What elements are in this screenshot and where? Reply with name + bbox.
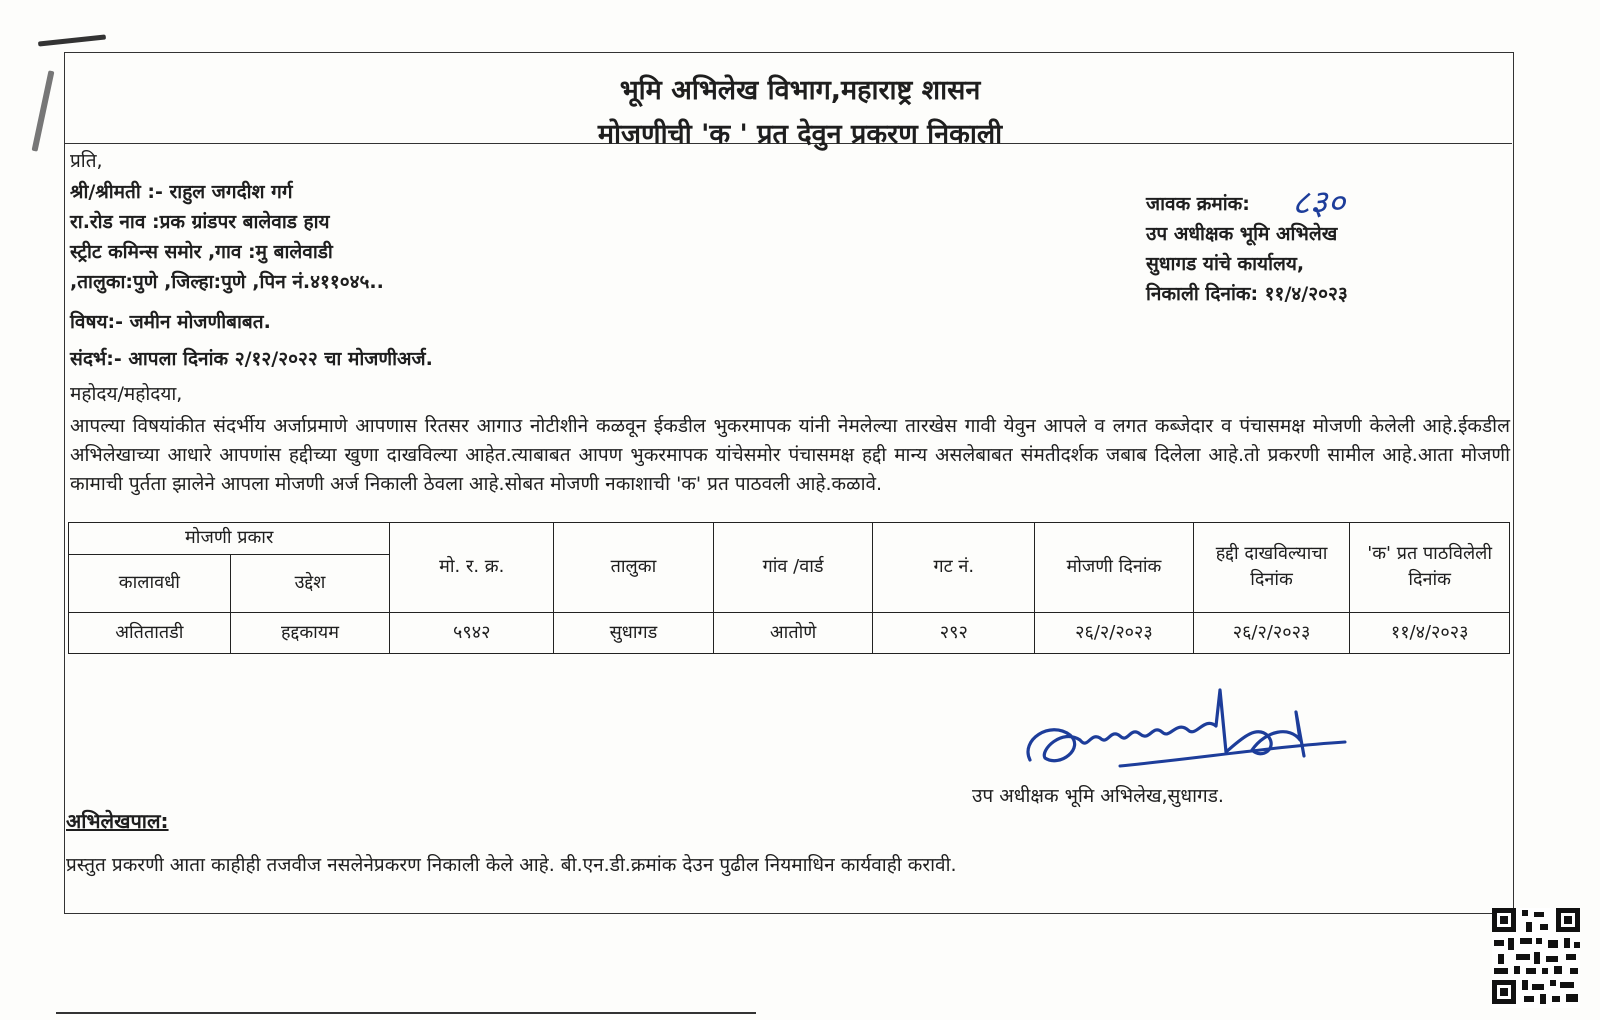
signature xyxy=(1000,680,1360,790)
office-line-1: उप अधीक्षक भूमि अभिलेख xyxy=(1146,223,1338,245)
table-group-header: मोजणी प्रकार xyxy=(69,523,390,555)
recipient-address-3: ,तालुका:पुणे ,जिल्हा:पुणे ,पिन नं.४११०४५.. xyxy=(70,271,384,293)
table-header: मोजणी दिनांक xyxy=(1035,523,1194,613)
recipient-to: प्रति, xyxy=(70,150,103,172)
table-cell: २९२ xyxy=(873,612,1035,653)
table-header: उद्देश xyxy=(230,554,390,612)
department-title: भूमि अभिलेख विभाग,महाराष्ट्र शासन xyxy=(619,75,981,106)
table-header: हद्दी दाखविल्याचा दिनांक xyxy=(1193,523,1350,613)
signatory-designation: उप अधीक्षक भूमि अभिलेख,सुधागड. xyxy=(972,785,1224,807)
salutation: महोदय/महोदया, xyxy=(70,383,183,405)
subject-title: मोजणीची 'क ' प्रत देवुन प्रकरण निकाली xyxy=(597,119,1003,150)
table-cell: अतितातडी xyxy=(69,612,231,653)
recipient-name: श्री/श्रीमती :- राहुल जगदीश गर्ग xyxy=(70,181,293,203)
subject-line: विषय:- जमीन मोजणीबाबत. xyxy=(70,311,271,333)
recipient-address-2: स्ट्रीट कमिन्स समोर ,गाव :मु बालेवाडी xyxy=(70,241,333,263)
outward-number-label: जावक क्रमांक: xyxy=(1146,193,1250,215)
table-cell: ११/४/२०२३ xyxy=(1350,612,1510,653)
survey-details-table xyxy=(68,522,1510,654)
body-paragraph: आपल्या विषयांकीत संदर्भीय अर्जाप्रमाणे आपणास रितसर आगाउ नोटीशीने कळवून ईकडील भुकरमापक यांनी नेमलेल्या तारखेस गावी येवुन आपले व लगत कब्जेदार व पंचासमक्ष मोजणी केलेली आहे.ईकडील अभिलेखाच्या आधारे आपणांस हद्दीच्या खुणा दाखविल्या आहेत.त्याबाबत आपण भुकरमापक यांचेसमोर पंचासमक्ष हद्दी मान्य असलेबाबत संमतीदर्शक जबाब दिलेला आहे.तो प्रकरणी सामील आहे.आता मोजणी कामाची पुर्तता झालेने आपला मोजणी अर्ज निकाली ठेवला आहे.सोबत मोजणी नकाशाची 'क' प्रत पाठवली आहे.कळावे. xyxy=(70,415,1510,495)
qr-code xyxy=(1492,908,1580,1008)
table-header: तालुका xyxy=(554,523,714,613)
reference-line: संदर्भ:- आपला दिनांक २/१२/२०२२ चा मोजणीअर्ज. xyxy=(70,348,433,370)
outward-number-handwritten: ८३० xyxy=(1292,183,1346,223)
table-header: कालावधी xyxy=(69,554,231,612)
table-cell: आतोणे xyxy=(713,612,873,653)
table-header: गांव /वार्ड xyxy=(713,523,873,613)
pen-mark-top xyxy=(38,34,106,46)
disposal-date: निकाली दिनांक: ११/४/२०२३ xyxy=(1146,283,1348,305)
records-heading: अभिलेखपाल: xyxy=(66,809,169,833)
table-header: 'क' प्रत पाठविलेली दिनांक xyxy=(1350,523,1510,613)
table-cell: ५९४२ xyxy=(390,612,554,653)
records-note: प्रस्तुत प्रकरणी आता काहीही तजवीज नसलेनेप्रकरण निकाली केले आहे. बी.एन.डी.क्रमांक देउन पुढील नियमाधिन कार्यवाही करावी. xyxy=(66,854,957,876)
table-cell: सुधागड xyxy=(554,612,714,653)
table-header: गट नं. xyxy=(873,523,1035,613)
table-cell: २६/२/२०२३ xyxy=(1193,612,1350,653)
table-header: मो. र. क्र. xyxy=(390,523,554,613)
recipient-address-1: रा.रोड नाव :प्रक ग्रांडपर बालेवाड हाय xyxy=(70,211,330,233)
bottom-edge-line xyxy=(56,1012,756,1014)
table-cell: हद्दकायम xyxy=(230,612,390,653)
table-cell: २६/२/२०२३ xyxy=(1035,612,1194,653)
office-line-2: सुधागड यांचे कार्यालय, xyxy=(1146,253,1305,275)
